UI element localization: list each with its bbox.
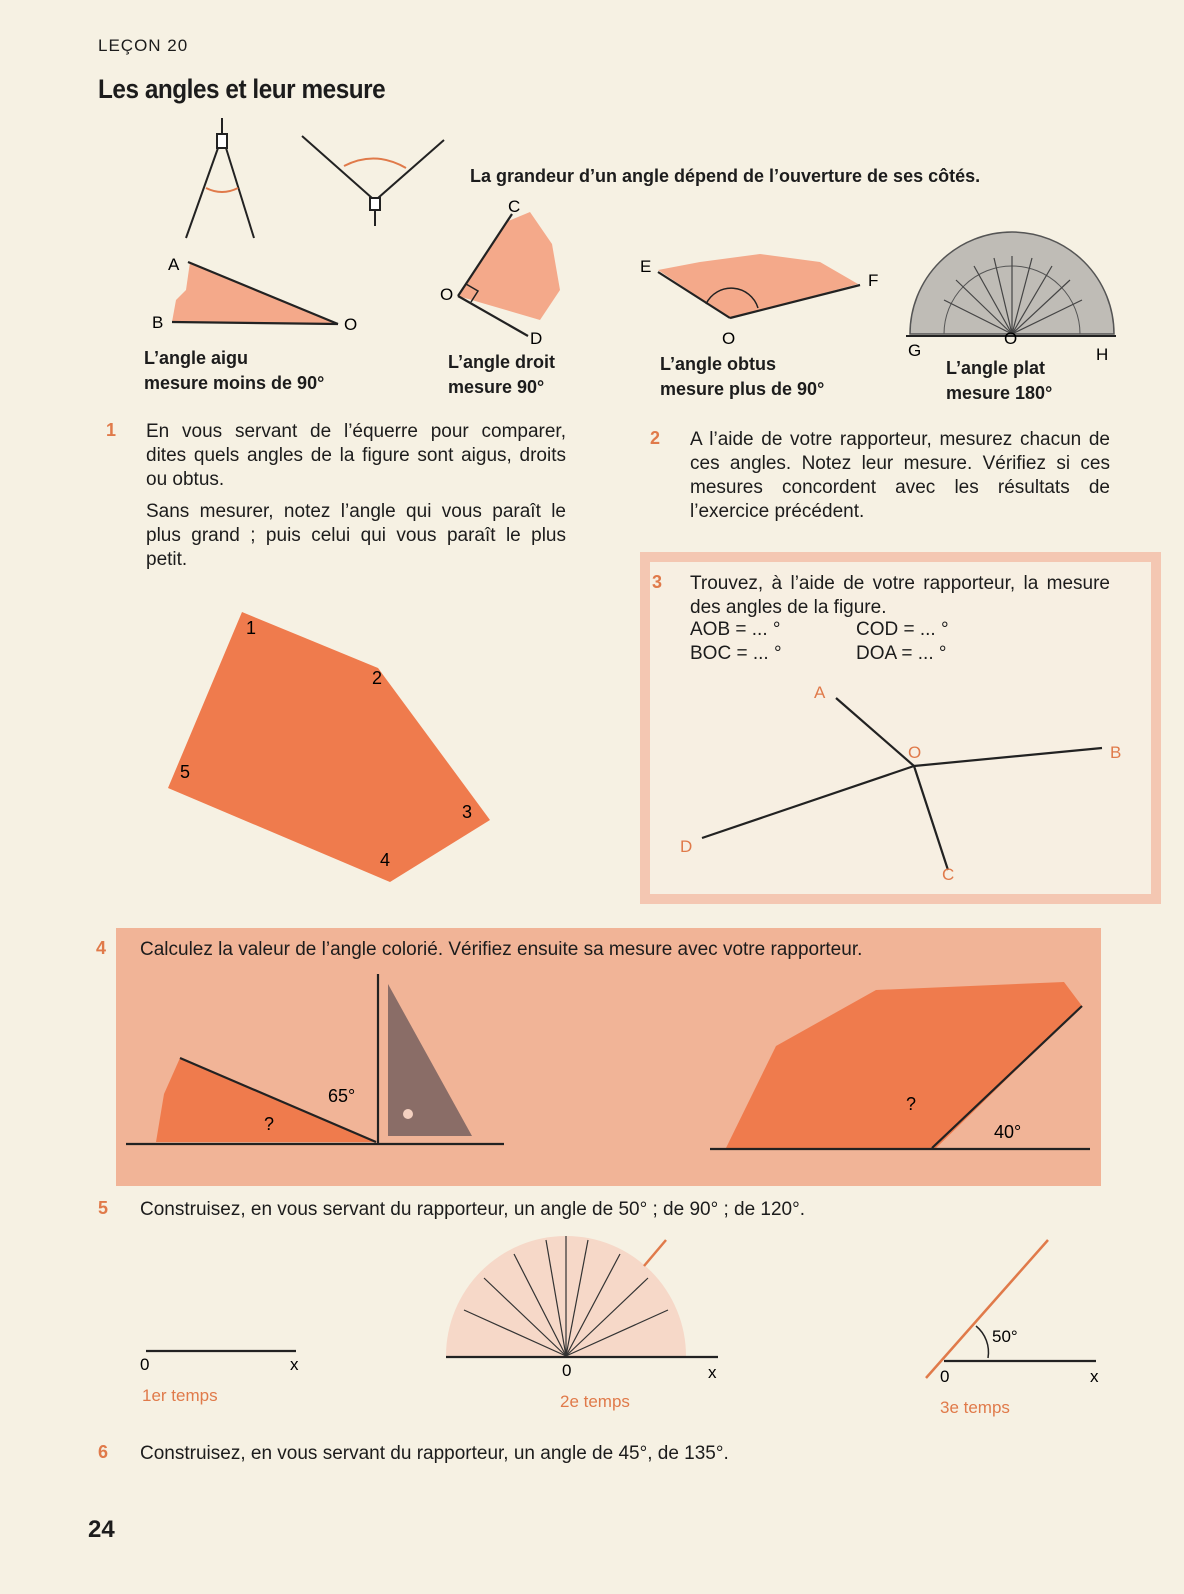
compass-open-icon [302,136,444,226]
ex3-label-C: C [942,865,955,884]
lesson-label: LEÇON 20 [98,36,189,55]
page-number: 24 [88,1516,115,1543]
exercise-5-number: 5 [98,1198,109,1218]
step-3-label: 3e temps [940,1398,1010,1417]
ex3-label-B: B [1110,743,1122,762]
exercise-1-text2: Sans mesurer, notez l’angle qui vous paraît le plus grand ; puis celui qui vous paraît le plus petit. [146,501,566,570]
exercise-6-text: Construisez, en vous servant du rapporteur, un angle de 45°, de 135°. [140,1443,729,1464]
caption-obtuse-name: L’angle obtus [660,354,777,374]
exercise-2-number: 2 [650,428,661,448]
step1-origin: 0 [140,1355,150,1374]
eq-boc: BOC = ... ° [690,643,782,664]
unknown-left-label: ? [264,1114,275,1134]
label-A: A [168,255,180,274]
caption-acute [144,346,324,396]
step3-x: x [1090,1367,1099,1386]
exercise-1-text1: En vous servant de l’équerre pour comparer, dites quels angles de la figure sont aigus, droits ou obtus. [146,421,566,490]
exercise-3-text: Trouvez, à l’aide de votre rapporteur, la mesure des angles de la figure. [690,573,1110,618]
exercise-1-polygon-figure [160,600,500,890]
vertex-5: 5 [180,762,191,782]
step1-x: x [290,1355,299,1374]
caption-right-name: L’angle droit [448,352,556,372]
ex3-label-D: D [680,837,693,856]
label-G: G [908,341,922,360]
page-title: Les angles et leur mesure [98,74,386,104]
exercise-4-figure [116,960,1101,1186]
label-E: E [640,257,652,276]
exercise-6-number: 6 [98,1442,109,1462]
step3-origin: 0 [940,1367,950,1386]
ex3-label-O: O [908,743,922,762]
label-H: H [1096,345,1109,364]
label-O3: O [722,329,736,348]
protractor-icon [906,232,1116,336]
label-C: C [508,197,521,216]
label-O4: O [1004,329,1018,348]
vertex-4: 4 [380,850,391,870]
angle-50-label: 50° [992,1327,1018,1346]
exercise-4-text: Calculez la valeur de l’angle colorié. Vérifiez ensuite sa mesure avec votre rapporteur. [140,939,863,960]
exercise-3-figure [650,670,1150,895]
step2-origin: 0 [562,1361,572,1380]
exercise-4-number: 4 [96,938,107,958]
acute-angle-figure [172,262,338,324]
exercise-3-number: 3 [652,572,663,592]
label-D: D [530,329,543,348]
step-2-label: 2e temps [560,1392,630,1411]
vertex-1: 1 [246,618,257,638]
caption-right [448,350,555,400]
exercise-1-number: 1 [106,420,117,440]
step-1-label: 1er temps [142,1386,218,1405]
caption-straight [946,356,1052,406]
compass-icon [186,118,254,238]
eq-aob: AOB = ... ° [690,619,781,640]
caption-acute-measure: mesure moins de 90° [144,373,325,393]
caption-right-measure: mesure 90° [448,377,545,397]
obtuse-angle-figure [658,254,860,318]
vertex-3: 3 [462,802,473,822]
unknown-right-label: ? [906,1094,917,1114]
label-O2: O [440,285,454,304]
angle-40-label: 40° [994,1122,1022,1142]
step2-x: x [708,1363,717,1382]
eq-cod: COD = ... ° [856,619,949,640]
label-B: B [152,313,164,332]
angle-65-label: 65° [328,1086,356,1106]
exercise-5-text: Construisez, en vous servant du rapporteur, un angle de 50° ; de 90° ; de 120°. [140,1199,805,1220]
caption-acute-name: L’angle aigu [144,348,249,368]
caption-straight-measure: mesure 180° [946,383,1053,403]
label-F: F [868,271,879,290]
exercise-1-text [146,420,566,572]
eq-doa: DOA = ... ° [856,643,947,664]
exercise-2-text: A l’aide de votre rapporteur, mesurez chacun de ces angles. Notez leur mesure. Vérifiez si ces mesures concordent avec les résultats de l’exercice précédent. [690,429,1110,522]
right-angle-figure [458,212,560,336]
vertex-2: 2 [372,668,383,688]
label-O: O [344,315,358,334]
ex3-label-A: A [814,683,826,702]
caption-obtuse [660,352,824,402]
caption-obtuse-measure: mesure plus de 90° [660,379,825,399]
caption-straight-name: L’angle plat [946,358,1046,378]
intro-text: La grandeur d’un angle dépend de l’ouverture de ses côtés. [470,166,981,186]
